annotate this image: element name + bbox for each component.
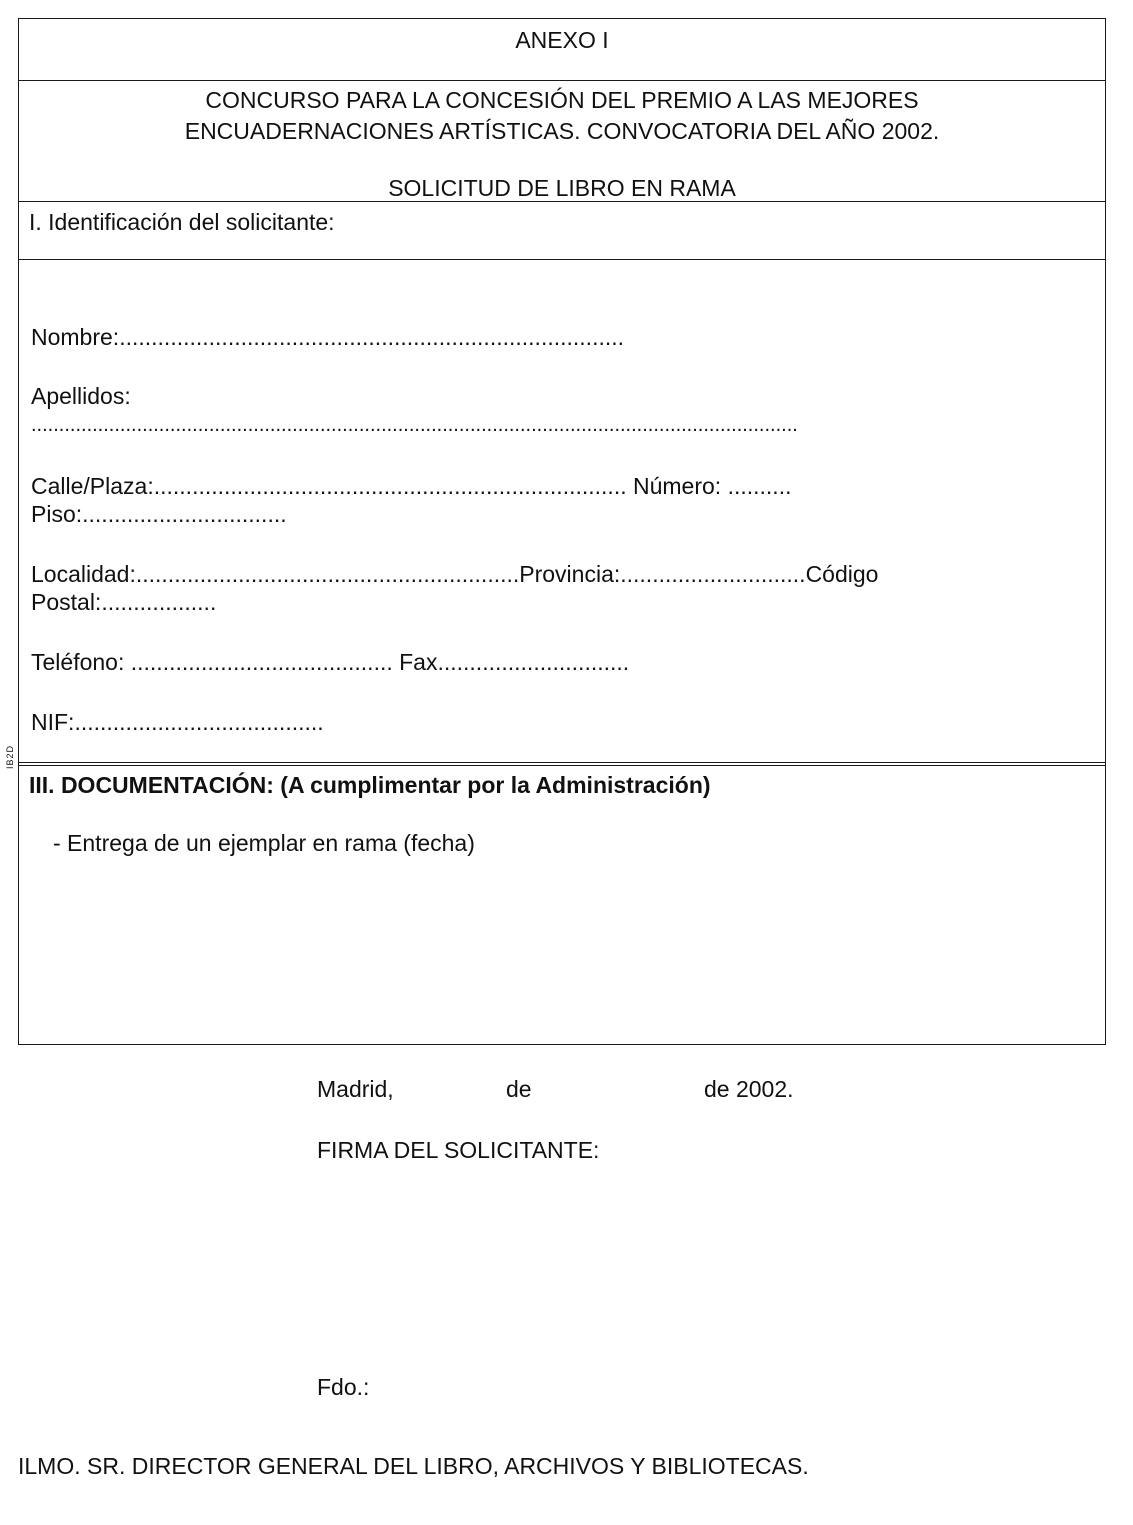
request-title: SOLICITUD DE LIBRO EN RAMA bbox=[388, 175, 736, 201]
annex-title: ANEXO I bbox=[515, 27, 609, 53]
apellidos-field[interactable]: .......................................................................................................................................... bbox=[31, 414, 798, 436]
signed-label: Fdo.: bbox=[317, 1374, 370, 1400]
day-month-separator: de bbox=[506, 1076, 532, 1102]
postal-field[interactable]: Postal:.................. bbox=[31, 589, 217, 615]
nombre-field[interactable]: Nombre:............................................................................... bbox=[31, 324, 625, 350]
addressee: ILMO. SR. DIRECTOR GENERAL DEL LIBRO, ARCHIVOS Y BIBLIOTECAS. bbox=[18, 1453, 809, 1479]
section3-item: - Entrega de un ejemplar en rama (fecha) bbox=[53, 830, 475, 856]
application-form bbox=[5, 18, 1106, 1045]
nif-field[interactable]: NIF:....................................... bbox=[31, 709, 324, 735]
telefono-fax-field[interactable]: Teléfono: ......................................... Fax.............................. bbox=[31, 649, 630, 675]
form-divider bbox=[19, 201, 1105, 202]
localidad-field[interactable]: Localidad:............................................................Provincia:.............................Código bbox=[31, 561, 879, 587]
form-divider bbox=[19, 80, 1105, 81]
section3-heading: III. DOCUMENTACIÓN: (A cumplimentar por la Administración) bbox=[29, 772, 711, 798]
contest-title-line2: ENCUADERNACIONES ARTÍSTICAS. CONVOCATORIA DEL AÑO 2002. bbox=[184, 118, 940, 144]
piso-field[interactable]: Piso:................................ bbox=[31, 501, 287, 527]
calle-field[interactable]: Calle/Plaza:.......................................................................... Número: .......... bbox=[31, 473, 792, 499]
section1-heading: I. Identificación del solicitante: bbox=[29, 209, 335, 235]
contest-title-line1: CONCURSO PARA LA CONCESIÓN DEL PREMIO A LAS MEJORES bbox=[205, 87, 919, 113]
form-divider bbox=[19, 259, 1105, 260]
margin-code: IB2D bbox=[5, 744, 15, 769]
year-label: de 2002. bbox=[704, 1076, 794, 1102]
apellidos-label: Apellidos: bbox=[31, 383, 131, 409]
form-divider bbox=[19, 762, 1105, 766]
signature-label: FIRMA DEL SOLICITANTE: bbox=[317, 1137, 600, 1163]
place-label: Madrid, bbox=[317, 1076, 394, 1102]
